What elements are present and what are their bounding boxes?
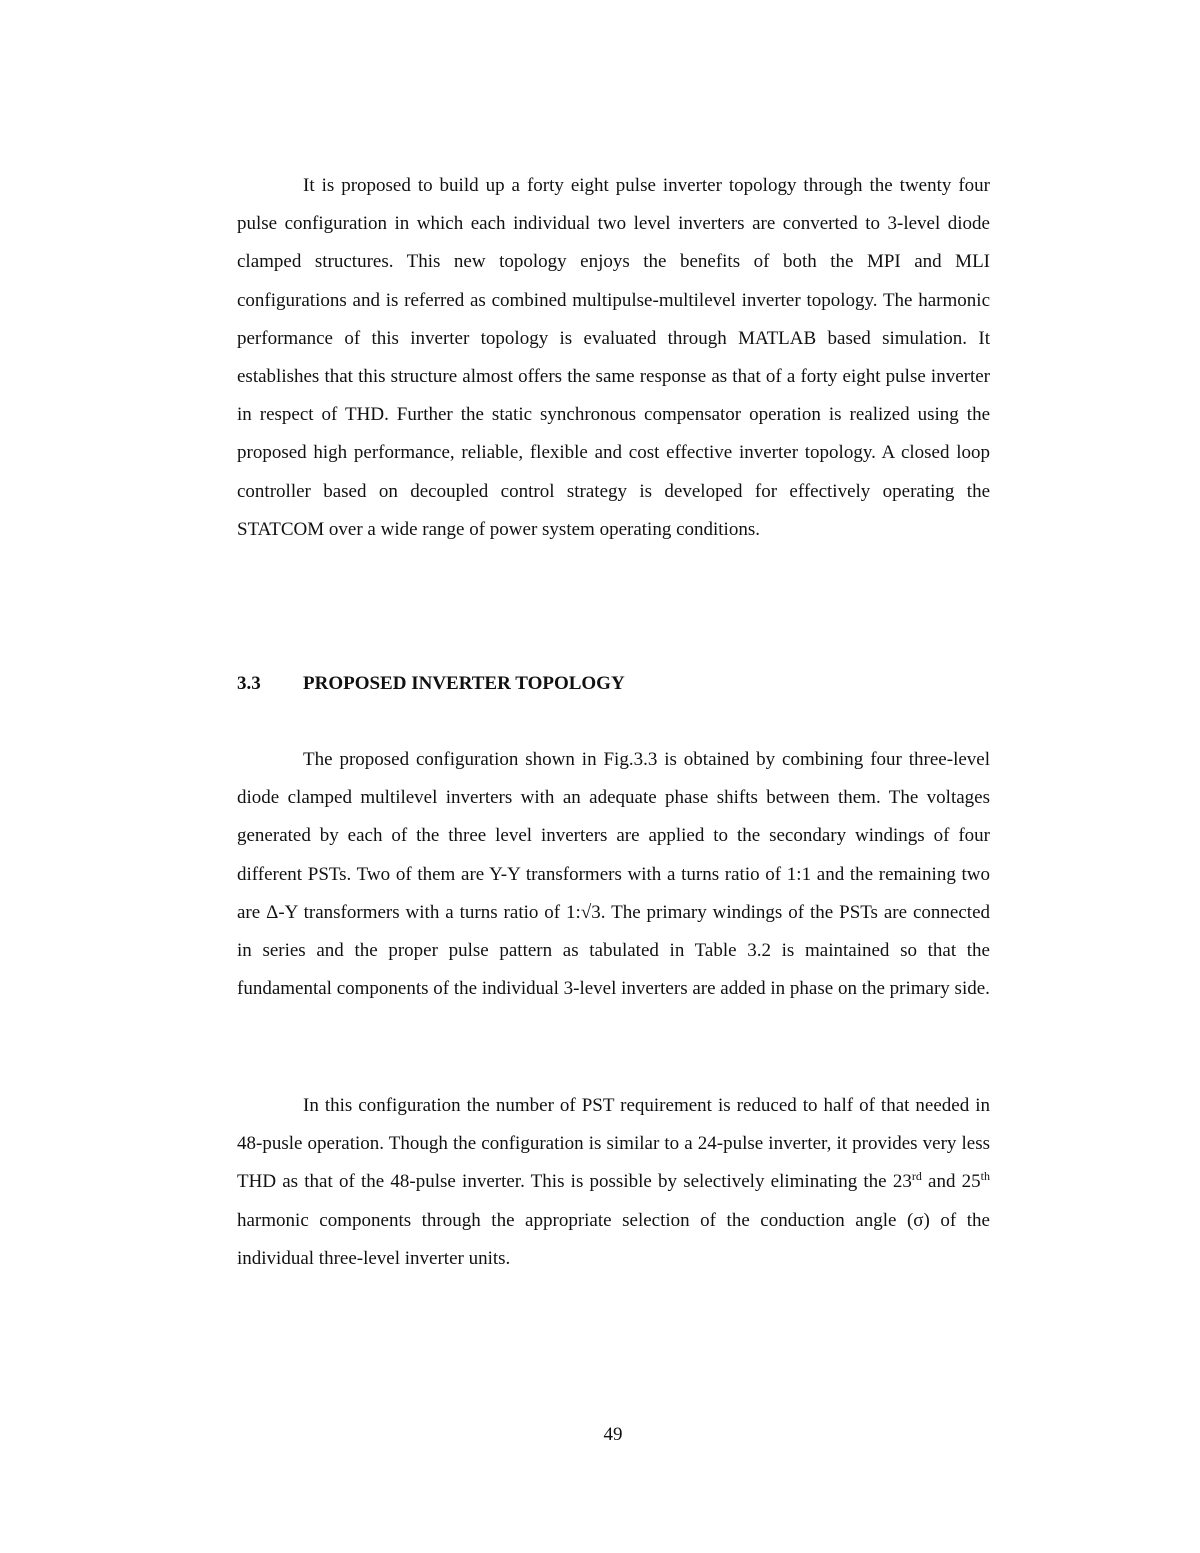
paragraph-text-part-3: harmonic components through the appropriate selection of the conduction angle (σ) of the individual three-level inverter units. xyxy=(237,1209,990,1269)
section-number: 3.3 xyxy=(237,673,261,694)
superscript-rd: rd xyxy=(911,1169,922,1184)
section-title: PROPOSED INVERTER TOPOLOGY xyxy=(303,673,625,694)
paragraph-text-part-1: In this configuration the number of PST requirement is reduced to half of that needed in 48-pusle operation. Though the configuration is similar to a 24-pulse inverter, it provides very less THD as that of the 48-pulse inverter. This is possible by selectively eliminating the 23 xyxy=(237,1095,990,1193)
body-paragraph-configuration: The proposed configuration shown in Fig.3.3 is obtained by combining four three-level diode clamped multilevel inverters with an adequate phase shifts between them. The voltages generated by each of the three level inverters are applied to the secondary windings of four different PSTs. Two of them are Y-Y transformers with a turns ratio of 1:1 and the remaining two are Δ-Y transformers with a turns ratio of 1:√3. The primary windings of the PSTs are connected in series and the proper pulse pattern as tabulated in Table 3.2 is maintained so that the fundamental components of the individual 3-level inverters are added in phase on the primary side. xyxy=(237,749,990,1000)
superscript-th: th xyxy=(980,1169,991,1184)
body-paragraph-intro: It is proposed to build up a forty eight pulse inverter topology through the twenty four pulse configuration in which each individual two level inverters are converted to 3-level diode clamped structures. This new topology enjoys the benefits of both the MPI and MLI configurations and is referred as combined multipulse-multilevel inverter topology. The harmonic performance of this inverter topology is evaluated through MATLAB based simulation. It establishes that this structure almost offers the same response as that of a forty eight pulse inverter in respect of THD. Further the static synchronous compensator operation is realized using the proposed high performance, reliable, flexible and cost effective inverter topology. A closed loop controller based on decoupled control strategy is developed for effectively operating the STATCOM over a wide range of power system operating conditions. xyxy=(237,175,990,540)
page-number: 49 xyxy=(603,1424,623,1445)
section-heading xyxy=(237,670,990,698)
body-paragraph-pst-requirement xyxy=(237,1087,990,1278)
paragraph-text-part-2: and 25 xyxy=(921,1171,981,1193)
